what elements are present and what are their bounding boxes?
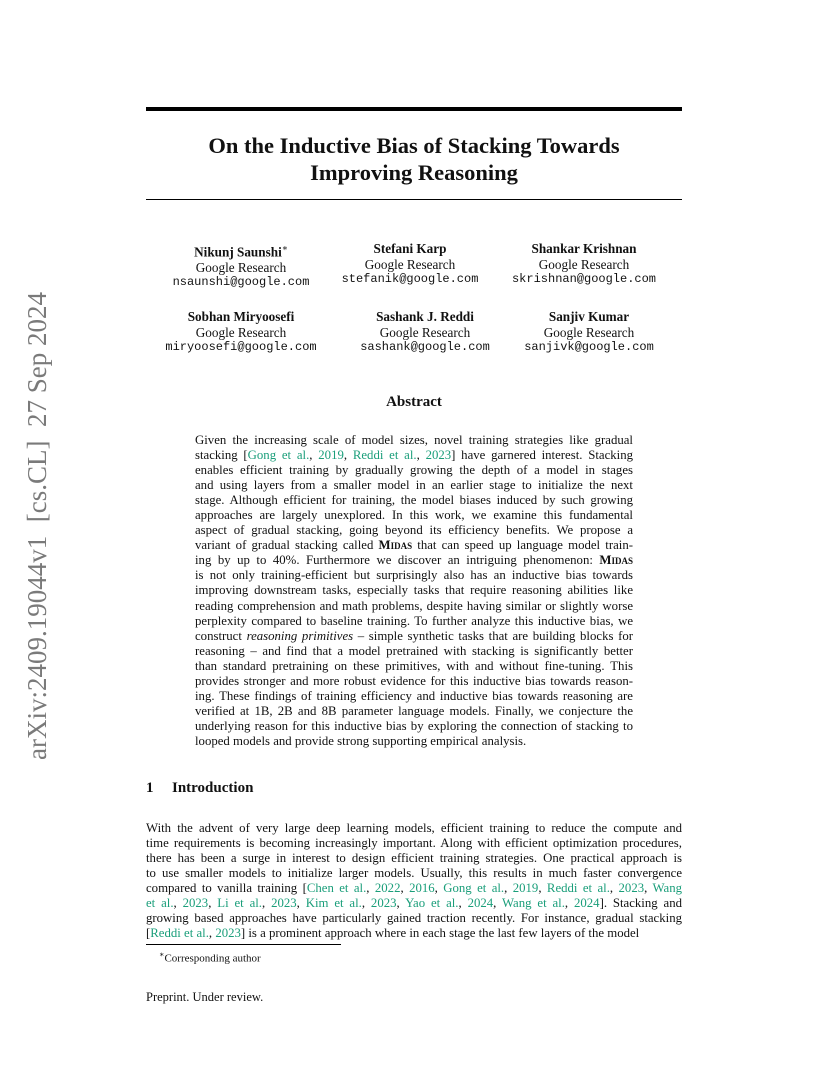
arxiv-stamp-text: arXiv:2409.19044v1 [cs.CL] 27 Sep 2024 <box>22 292 52 760</box>
citation-link[interactable]: Reddi et al. <box>546 881 610 896</box>
abstract-line <box>195 674 633 689</box>
citation-link[interactable]: Yao et al. <box>405 896 459 911</box>
author-affiliation: Google Research <box>543 324 635 340</box>
author-affiliation: Google Research <box>364 256 456 272</box>
author-email[interactable]: sanjivk@google.com <box>524 340 654 354</box>
abstract-text: reasoning primitives <box>246 628 354 643</box>
abstract-line <box>195 659 633 674</box>
abstract-line <box>195 553 633 568</box>
citation-link[interactable]: et al. <box>146 896 174 911</box>
abstract-text: aspect of gradual stacking, going beyond its efficiency benefits. We propose a <box>195 523 633 538</box>
abstract-text: stage. Although efficient for training, the model biases induced by such growing <box>195 493 633 508</box>
abstract-line <box>195 704 633 719</box>
abstract-text: Given the increasing scale of model sizes, novel training strategies like gradual <box>195 433 633 447</box>
intro-line <box>146 836 682 851</box>
section-number: 1 <box>146 780 154 796</box>
citation-link[interactable]: 2022 <box>374 881 401 896</box>
intro-text: , <box>504 881 513 896</box>
author-name-text: Sobhan Miryoosefi <box>187 309 295 324</box>
citation-link[interactable]: 2023 <box>182 896 209 911</box>
author-name-text: Sashank J. Reddi <box>376 309 474 324</box>
abstract-text: that can speed up language model train- <box>412 538 633 553</box>
citation-link[interactable]: Kim et al. <box>305 896 362 911</box>
footnote-mark: ∗ <box>159 950 165 959</box>
method-name: Midas <box>378 538 413 553</box>
abstract-line <box>195 644 633 659</box>
footnote <box>159 950 261 965</box>
abstract-text: enables efficient training by gradually growing the depth of a model in stages <box>195 463 633 478</box>
abstract-line <box>195 583 633 598</box>
footnote-rule <box>146 944 341 945</box>
author-name <box>494 309 684 325</box>
abstract-text: ing. These findings of training efficiency and inductive bias towards reasoning are <box>195 688 633 703</box>
author-mark: ∗ <box>281 243 288 253</box>
abstract-text: is not only training-efficient but surprisingly also has an inductive bias towards <box>195 568 633 583</box>
intro-text: , <box>208 926 216 941</box>
intro-text: , <box>296 896 306 911</box>
citation-link[interactable]: 2019 <box>512 881 539 896</box>
author-name-text: Sanjiv Kumar <box>548 309 630 324</box>
author-email[interactable]: stefanik@google.com <box>341 272 479 286</box>
intro-line <box>146 821 682 836</box>
intro-text: , <box>366 881 375 896</box>
author-email[interactable]: nsaunshi@google.com <box>172 275 310 290</box>
intro-text: , <box>361 896 371 911</box>
abstract-text: variant of gradual stacking called <box>195 538 379 553</box>
abstract-line <box>195 629 633 644</box>
abstract-line <box>195 734 633 749</box>
introduction-body <box>146 821 682 941</box>
intro-line <box>146 881 682 896</box>
abstract-line <box>195 523 633 538</box>
citation-link[interactable]: Reddi et al. <box>352 448 417 463</box>
abstract-line <box>195 599 633 614</box>
intro-text: , <box>458 896 468 911</box>
abstract-text: ing by up to 40%. Furthermore we discover an intriguing phenomenon: <box>195 553 600 568</box>
intro-text: , <box>396 896 406 911</box>
arxiv-stamp <box>8 290 58 760</box>
citation-link[interactable]: Gong et al. <box>247 448 310 463</box>
intro-text: , <box>644 881 653 896</box>
citation-link[interactable]: 2019 <box>318 448 344 463</box>
intro-text: , <box>173 896 183 911</box>
abstract-line <box>195 478 633 493</box>
abstract-line <box>195 614 633 629</box>
author-affiliation: Google Research <box>195 259 287 275</box>
section-title: Introduction <box>172 780 254 796</box>
abstract-line <box>195 448 633 463</box>
author-name <box>330 309 520 325</box>
intro-line <box>146 851 682 866</box>
intro-text: , <box>538 881 547 896</box>
abstract-text: ] have garnered interest. Stacking <box>451 448 634 463</box>
intro-text: , <box>208 896 218 911</box>
intro-text: compared to vanilla training [ <box>146 881 307 896</box>
abstract-line <box>195 538 633 553</box>
author-name <box>489 241 679 257</box>
abstract-line <box>195 719 633 734</box>
abstract-line <box>195 433 633 448</box>
footnote-text: Corresponding author <box>164 952 261 965</box>
title-line-1: On the Inductive Bias of Stacking Towards <box>208 133 620 158</box>
abstract-text: improving downstream tasks, especially tasks that require reasoning abilities like <box>195 583 633 598</box>
intro-line <box>146 911 682 926</box>
intro-text: , <box>493 896 502 911</box>
abstract-text: perplexity compared to baseline training. To further analyze this inductive bias, we <box>195 613 633 628</box>
abstract-text: , <box>343 448 353 463</box>
author-name <box>146 241 336 260</box>
abstract-line <box>195 568 633 583</box>
intro-line <box>146 866 682 881</box>
abstract-text: construct <box>195 628 247 643</box>
abstract-text: , <box>309 448 319 463</box>
citation-link[interactable]: Wang <box>652 881 682 896</box>
author-affiliation: Google Research <box>379 324 471 340</box>
intro-text: ] is a prominent approach where in each stage the last few layers of the model <box>240 926 640 941</box>
title-line-2: Improving Reasoning <box>310 160 518 185</box>
author-1 <box>315 241 505 288</box>
abstract-text: reasoning – and find that a model pretrained with stacking is significantly better <box>195 643 633 658</box>
citation-link[interactable]: 2024 <box>573 896 600 911</box>
intro-text: , <box>262 896 272 911</box>
author-name-text: Stefani Karp <box>373 241 447 256</box>
author-4 <box>330 309 520 356</box>
intro-text: to use smaller models to initialize larger models. Usually, this results in much faster convergence <box>146 866 682 881</box>
preprint-note: Preprint. Under review. <box>146 990 264 1004</box>
abstract-body <box>195 433 633 749</box>
intro-line <box>146 926 682 941</box>
author-5 <box>494 309 684 356</box>
author-email[interactable]: miryoosefi@google.com <box>165 340 317 354</box>
citation-link[interactable]: Chen et al. <box>306 881 367 896</box>
citation-link[interactable]: 2024 <box>467 896 494 911</box>
author-email[interactable]: sashank@google.com <box>360 340 490 354</box>
author-affiliation: Google Research <box>538 256 630 272</box>
citation-link[interactable]: 2023 <box>618 881 645 896</box>
citation-link[interactable]: Reddi et al. <box>150 926 209 941</box>
method-name: Midas <box>599 553 633 568</box>
intro-text: , <box>400 881 410 896</box>
citation-link[interactable]: 2016 <box>409 881 435 896</box>
section-heading-introduction <box>146 780 253 797</box>
title-rule-top <box>146 107 682 111</box>
abstract-text: – simple synthetic tasks that are building blocks for <box>353 628 634 643</box>
abstract-text: stacking [ <box>195 448 248 463</box>
abstract-text: verified at 1B, 2B and 8B parameter language models. Finally, we conjecture the <box>195 703 633 718</box>
abstract-text: than standard pretraining on these primitives, with and without fine-tuning. This <box>195 658 633 673</box>
author-name-text: Nikunj Saunshi <box>194 244 282 260</box>
intro-text: [ <box>146 926 151 941</box>
abstract-line <box>195 689 633 704</box>
abstract-text: and using layers from a smaller model in an earlier stage to initialize the next <box>195 478 633 493</box>
citation-link[interactable]: Gong et al. <box>443 881 505 896</box>
author-affiliation: Google Research <box>195 324 287 340</box>
author-name <box>315 241 505 257</box>
intro-text: , <box>434 881 444 896</box>
citation-link[interactable]: 2023 <box>271 896 297 911</box>
abstract-text: , <box>416 448 426 463</box>
citation-link[interactable]: Li et al. <box>217 896 262 911</box>
intro-text: , <box>609 881 619 896</box>
title-rule-bottom <box>146 199 682 200</box>
author-email[interactable]: skrishnan@google.com <box>511 272 657 286</box>
abstract-text: approaches are largely unexplored. In this work, we examine this fundamental <box>195 508 633 523</box>
intro-line <box>146 896 682 911</box>
citation-link[interactable]: 2023 <box>215 926 241 941</box>
author-2 <box>489 241 679 288</box>
abstract-text: underlying reason for this inductive bias by exploring the connection of stacking to <box>195 718 633 733</box>
author-name-text: Shankar Krishnan <box>531 241 637 256</box>
abstract-line <box>195 493 633 508</box>
intro-text: ]. Stacking and <box>599 896 682 911</box>
abstract-heading: Abstract <box>386 394 442 410</box>
intro-text: , <box>564 896 574 911</box>
author-3 <box>146 309 336 356</box>
paper-title <box>146 132 682 186</box>
abstract-text: reading comprehension and math problems, despite having similar or slightly worse <box>195 598 633 613</box>
intro-text: time requirements is becoming increasingly important. Along with efficient optimization procedures, <box>146 836 682 851</box>
intro-text: there has been a surge in interest to design efficient training strategies. One practical approach is <box>146 851 682 866</box>
abstract-text: provides stronger and more robust evidence for this inductive bias towards reason- <box>195 673 633 688</box>
abstract-text: looped models and provide strong supporting empirical analysis. <box>195 733 527 748</box>
author-0 <box>146 241 336 291</box>
citation-link[interactable]: 2023 <box>425 448 452 463</box>
abstract-line <box>195 508 633 523</box>
abstract-line <box>195 463 633 478</box>
intro-text: growing based approaches have particularly gained traction recently. For instance, gradual stacking <box>146 911 682 926</box>
citation-link[interactable]: 2023 <box>370 896 397 911</box>
author-name <box>146 309 336 325</box>
citation-link[interactable]: Wang et al. <box>502 896 565 911</box>
intro-text: With the advent of very large deep learning models, efficient training to reduce the compute and <box>146 821 682 835</box>
